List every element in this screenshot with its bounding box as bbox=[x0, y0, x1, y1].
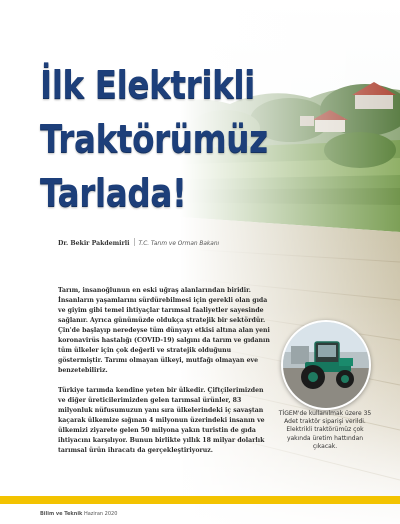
byline bbox=[58, 238, 219, 247]
tractor-photo bbox=[281, 320, 371, 410]
title-line-2: Traktörümüz bbox=[40, 117, 268, 161]
page-footer bbox=[40, 511, 117, 517]
title-line-1: İlk Elektrikli bbox=[40, 63, 255, 107]
article-body bbox=[58, 286, 270, 466]
issue-date: Haziran 2020 bbox=[83, 511, 118, 517]
author-organization: T.C. Tarım ve Orman Bakanı bbox=[138, 241, 220, 247]
photo-caption: TİGEM'de kullanılmak üzere 35 Adet traktör siparişi verildi. Elektrikli traktörümüz çok yakında üretim hattından çıkacak. bbox=[278, 410, 372, 450]
paragraph-1: Tarım, insanoğlunun en eski uğraş alanlarından biridir. İnsanların yaşamlarını sürdürebilmesi için gerekli olan gıda ve giyim gibi temel ihtiyaçlar tarımsal faaliyetler sayesinde sağlanır. Ayrıca günümüzde oldukça stratejik bir sektördür. Çin'de başlayıp neredeyse tüm dünyayı etkisi altına alan yeni koronavirüs hastalığı (COVID-19) salgını da tarım ve gıdanın tüm ülkeler için çok değerli ve stratejik olduğunu göstermiştir. Tarımı olmayan ülkeyi, mutfağı olmayan eve benzetebiliriz. bbox=[58, 287, 270, 374]
author-name: Dr. Bekir Pakdemirli bbox=[58, 240, 130, 247]
paragraph-2: Türkiye tarımda kendine yeten bir ülkedir. Çiftçilerimizden ve diğer üreticilerimizden gelen tarımsal ürünler, 83 milyonluk nüfusumuzun yanı sıra ülkelerindeki iç savaştan kaçarak ülkemize sığınan 4 milyonun üzerindeki insanın ve ülkemizi ziyarete gelen 50 milyona yakın turistin de gıda ihtiyacını karşılıyor. Bunun birlikte yıllık 18 milyar dolarlık tarımsal ürün ihracatı da gerçekleştiriyoruz. bbox=[58, 387, 265, 454]
title-line-3: Tarlada! bbox=[40, 171, 187, 215]
byline-divider bbox=[134, 238, 135, 246]
magazine-name: Bilim ve Teknik bbox=[40, 511, 83, 517]
electric-tractor-image bbox=[283, 322, 369, 408]
article-title bbox=[40, 58, 268, 220]
footer-accent-bar bbox=[0, 496, 400, 504]
